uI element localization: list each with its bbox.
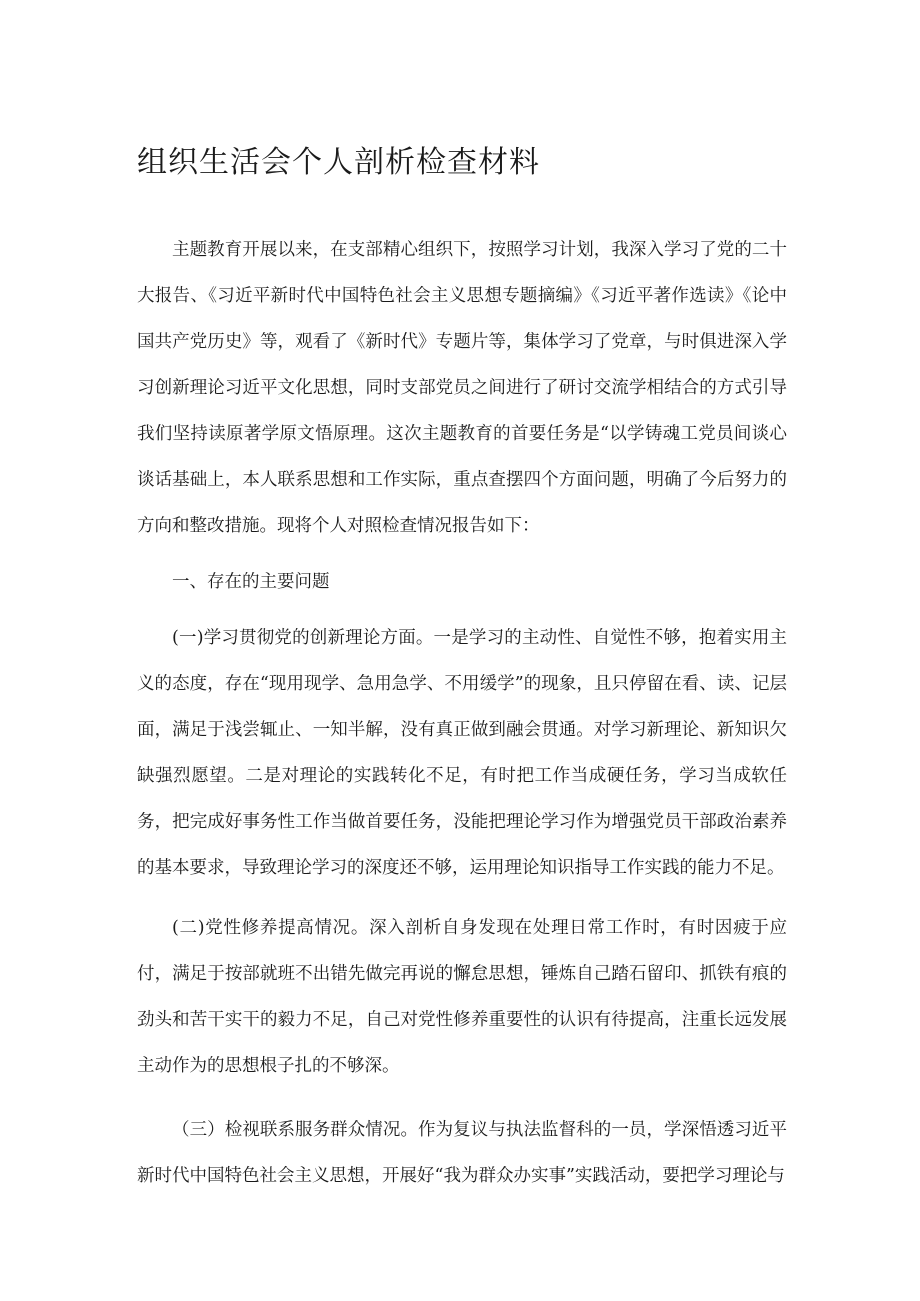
document-title: 组织生活会个人剖析检查材料: [137, 145, 540, 180]
section-heading-problems: 一、存在的主要问题: [172, 572, 330, 592]
document-body: [137, 227, 787, 1199]
paragraph-item-1: (一)学习贯彻党的创新理论方面。一是学习的主动性、自觉性不够，抱着实用主义的态度，存在“现用现学、急用急学、不用缓学”的现象，且只停留在看、读、记层面，满足于浅尝辄止、一知半解，没有真正做到融会贯通。对学习新理论、新知识欠缺强烈愿望。二是对理论的实践转化不足，有时把工作当成硬任务，学习当成软任务，把完成好事务性工作当做首要任务，没能把理论学习作为增强党员干部政治素养的基本要求，导致理论学习的深度还不够，运用理论知识指导工作实践的能力不足。: [137, 628, 787, 878]
paragraph-item-3: （三）检视联系服务群众情况。作为复议与执法监督科的一员，学深悟透习近平新时代中国特色社会主义思想，开展好“我为群众办实事”实践活动，要把学习理论与: [137, 1120, 787, 1186]
paragraph-item-2: (二)党性修养提高情况。深入剖析自身发现在处理日常工作时，有时因疲于应付，满足于按部就班不出错先做完再说的懈怠思想，锤炼自己踏石留印、抓铁有痕的劲头和苦干实干的毅力不足，自己对党性修养重要性的认识有待提高，注重长远发展主动作为的思想根子扎的不够深。: [137, 918, 787, 1076]
intro-paragraph: 主题教育开展以来，在支部精心组织下，按照学习计划，我深入学习了党的二十大报告、《习近平新时代中国特色社会主义思想专题摘编》《习近平著作选读》《论中国共产党历史》等，观看了《新时代》专题片等，集体学习了党章，与时俱进深入学习创新理论习近平文化思想，同时支部党员之间进行了研讨交流学相结合的方式引导我们坚持读原著学原文悟原理。这次主题教育的首要任务是“以学铸魂工党员间谈心谈话基础上，本人联系思想和工作实际，重点查摆四个方面问题，明确了今后努力的方向和整改措施。现将个人对照检查情况报告如下：: [137, 240, 787, 536]
